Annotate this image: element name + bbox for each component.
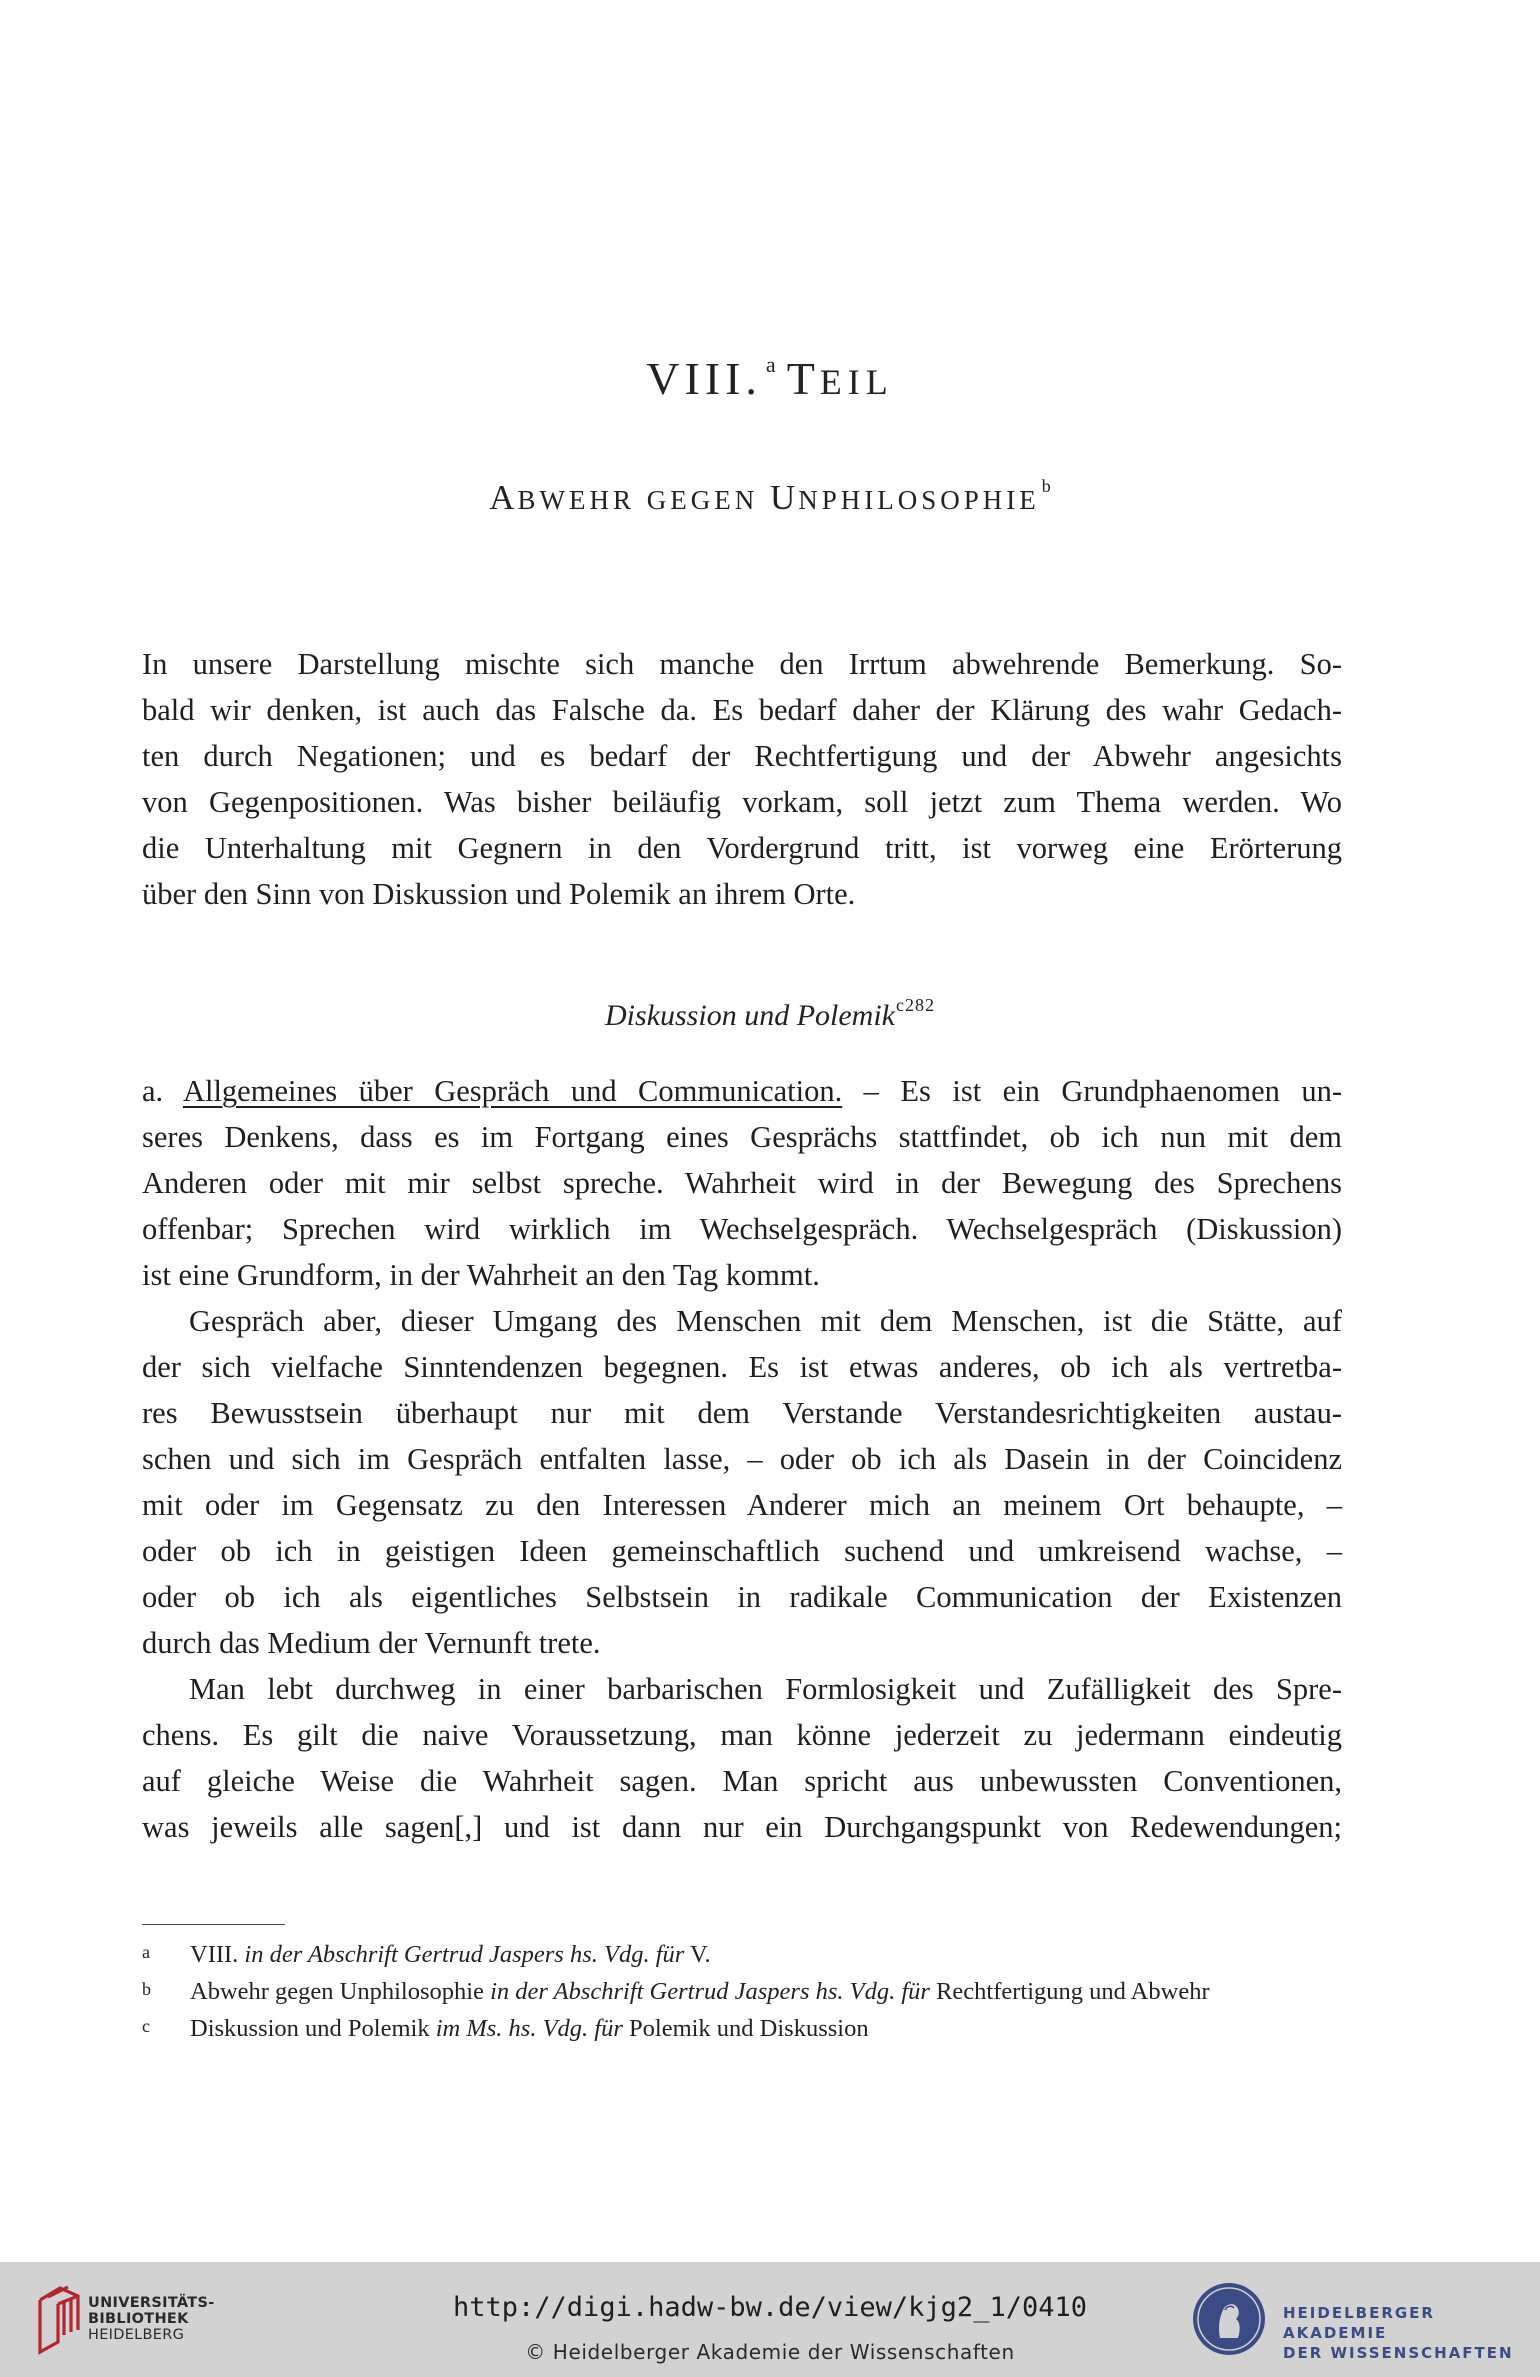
section-line: chens. Es gilt die naive Voraussetzung, man könne jederzeit zu jedermann eindeutig <box>142 1718 1342 1752</box>
footnote-mark: c <box>142 2016 150 2036</box>
footnote-text: Diskussion und Polemik <box>190 2015 436 2042</box>
footnote-c <box>142 2010 1342 2047</box>
section-body <box>142 1068 1342 1850</box>
section-lines <box>142 1114 1342 1850</box>
section-line: der sich vielfache Sinntendenzen begegnen. Es ist etwas anderes, ob ich als vertretba- <box>142 1350 1342 1384</box>
intro-line: ten durch Negationen; und es bedarf der Rechtfertigung und der Abwehr angesichts <box>142 739 1342 773</box>
footnote-italic: in der Abschrift Gertrud Jaspers hs. Vdg. für <box>244 1941 685 1968</box>
hadw-line-1: HEIDELBERGER AKADEMIE <box>1283 2304 1435 2342</box>
copyright-notice: © Heidelberger Akademie der Wissenschaften <box>525 2340 1015 2364</box>
footnote-a <box>142 1936 1342 1973</box>
footnote-italic: im Ms. hs. Vdg. für <box>435 2015 623 2042</box>
section-first-line <box>142 1068 1342 1114</box>
section-line: oder ob ich in geistigen Ideen gemeinschaftlich suchend und umkreisend wachse, – <box>142 1534 1342 1568</box>
subtitle-word-1-rest: BWEHR <box>517 485 635 515</box>
section-line: offenbar; Sprechen wird wirklich im Wechselgespräch. Wechselgespräch (Diskussion) <box>142 1212 1342 1246</box>
subsection-title: Allgemeines über Gespräch und Communication. <box>182 1074 843 1108</box>
footnote-ref-c[interactable]: c <box>895 995 905 1015</box>
section-line: oder ob ich als eigentliches Selbstsein in radikale Communication der Existenzen <box>142 1580 1342 1614</box>
footnote-b <box>142 1973 1342 2010</box>
part-word-rest: EIL <box>819 362 894 402</box>
section-line: Anderen oder mit mir selbst spreche. Wahrheit wird in der Bewegung des Sprechens <box>142 1166 1342 1200</box>
part-title <box>0 352 1540 405</box>
section-line: mit oder im Gegensatz zu den Interessen Anderer mich an meinem Ort behaupte, – <box>142 1488 1342 1522</box>
section-line: was jeweils alle sagen[,] und ist dann nur ein Durchgangspunkt von Redewendungen; <box>142 1810 1342 1844</box>
part-word-initial: T <box>786 353 820 404</box>
footnote-ref-b[interactable]: b <box>1041 476 1051 497</box>
footnote-ref-a[interactable]: a <box>765 351 781 377</box>
footnote-mark: a <box>142 1942 150 1962</box>
margin-page-ref: 282 <box>904 995 935 1015</box>
footer-bar <box>0 2262 1540 2377</box>
footnote-text: Abwehr gegen Unphilosophie <box>190 1978 491 2005</box>
subsection-label: a. <box>142 1074 183 1108</box>
subtitle-word-3-rest: NPHILOSOPHIE <box>798 485 1040 515</box>
footnote-text: V. <box>684 1941 711 1968</box>
first-line-rest: – Es ist ein Grundphaenomen un- <box>842 1074 1342 1108</box>
intro-line: über den Sinn von Diskussion und Polemik an ihrem Orte. <box>142 877 856 911</box>
section-line: ist eine Grundform, in der Wahrheit an den Tag kommt. <box>142 1258 820 1292</box>
section-heading <box>0 995 1540 1033</box>
intro-line: In unsere Darstellung mischte sich manche den Irrtum abwehrende Bemerkung. So- <box>142 647 1342 681</box>
footnote-divider <box>142 1924 285 1925</box>
section-line: Gespräch aber, dieser Umgang des Menschen mit dem Menschen, ist die Stätte, auf <box>189 1304 1342 1338</box>
ub-line-1: UNIVERSITÄTS- <box>88 2295 215 2311</box>
permalink-url[interactable]: http://digi.hadw-bw.de/view/kjg2_1/0410 <box>453 2292 1087 2323</box>
section-line: schen und sich im Gespräch entfalten lasse, – oder ob ich als Dasein in der Coincidenz <box>142 1442 1342 1476</box>
intro-line: bald wir denken, ist auch das Falsche da. Es bedarf daher der Klärung des wahr Gedach- <box>142 693 1342 727</box>
part-numeral: VIII. <box>646 353 762 404</box>
academy-seal-icon[interactable] <box>1190 2280 1268 2358</box>
intro-line: die Unterhaltung mit Gegnern in den Vordergrund tritt, ist vorweg eine Erörterung <box>142 831 1342 865</box>
footnote-text: VIII. <box>190 1941 245 1968</box>
ub-line-2: BIBLIOTHEK <box>88 2311 189 2327</box>
footnote-italic: in der Abschrift Gertrud Jaspers hs. Vdg. für <box>490 1978 930 2005</box>
footnote-mark: b <box>142 1979 151 1999</box>
section-line: Man lebt durchweg in einer barbarischen Formlosigkeit und Zufälligkeit des Spre- <box>189 1672 1342 1706</box>
section-title: Diskussion und Polemik <box>605 999 895 1032</box>
section-line: res Bewusstsein überhaupt nur mit dem Verstande Verstandesrichtigkeiten austau- <box>142 1396 1342 1430</box>
academy-name[interactable] <box>1283 2303 1540 2363</box>
footnotes <box>142 1936 1342 2047</box>
hadw-line-2: DER WISSENSCHAFTEN <box>1283 2344 1514 2362</box>
section-line: auf gleiche Weise die Wahrheit sagen. Man spricht aus unbewussten Conventionen, <box>142 1764 1342 1798</box>
section-line: seres Denkens, dass es im Fortgang eines Gesprächs stattfindet, ob ich nun mit dem <box>142 1120 1342 1154</box>
section-line: durch das Medium der Vernunft trete. <box>142 1626 601 1660</box>
footnote-text: Polemik und Diskussion <box>622 2015 869 2042</box>
ub-line-3: HEIDELBERG <box>88 2327 185 2343</box>
subtitle-word-2: GEGEN <box>646 485 759 515</box>
intro-line: von Gegenpositionen. Was bisher beiläufig vorkam, soll jetzt zum Thema werden. Wo <box>142 785 1342 819</box>
footnote-text: Rechtfertigung und Abwehr <box>929 1978 1210 2005</box>
subtitle-word-3-initial: U <box>769 478 799 517</box>
subtitle-word-1-initial: A <box>489 478 518 517</box>
intro-paragraph <box>142 641 1342 917</box>
part-subtitle <box>0 478 1540 518</box>
